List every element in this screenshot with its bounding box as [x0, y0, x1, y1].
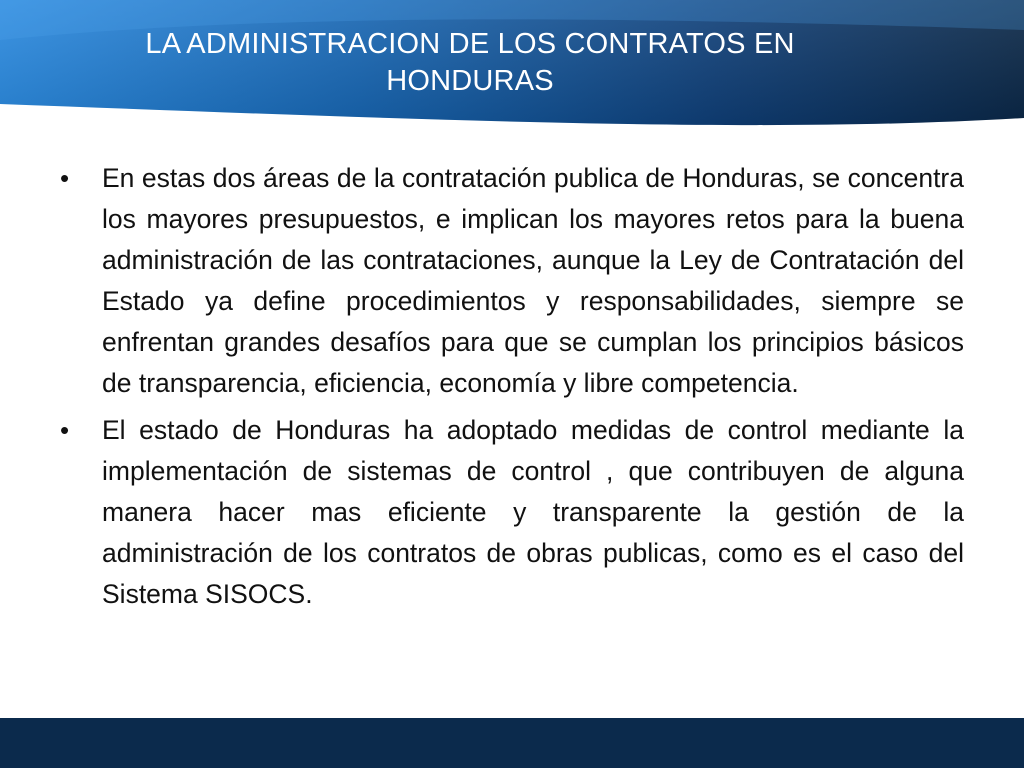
- footer-bar: [0, 718, 1024, 768]
- bullet-marker: •: [60, 415, 70, 445]
- slide-title: [60, 26, 880, 100]
- slide-title-line-1: LA ADMINISTRACION DE LOS CONTRATOS EN: [145, 28, 795, 60]
- bullet-item-2: [60, 410, 964, 615]
- slide-title-line-2: HONDURAS: [386, 65, 554, 97]
- bullet-text-1: En estas dos áreas de la contratación publica de Honduras, se concentra los mayores presupuestos, e implican los mayores retos para la buena administración de las contrataciones, aunque la Ley de Contratación del Estado ya define procedimientos y responsabilidades, siempre se enfrentan grandes desafíos para que se cumplan los principios básicos de transparencia, eficiencia, economía y libre competencia.: [102, 163, 964, 398]
- bullet-list: [60, 158, 964, 621]
- bullet-text-2: El estado de Honduras ha adoptado medidas de control mediante la implementación de sistemas de control , que contribuyen de alguna manera hacer mas eficiente y transparente la gestión de la administración de los contratos de obras publicas, como es el caso del Sistema SISOCS.: [102, 415, 964, 609]
- bullet-item-1: [60, 158, 964, 404]
- bullet-marker: •: [60, 163, 70, 193]
